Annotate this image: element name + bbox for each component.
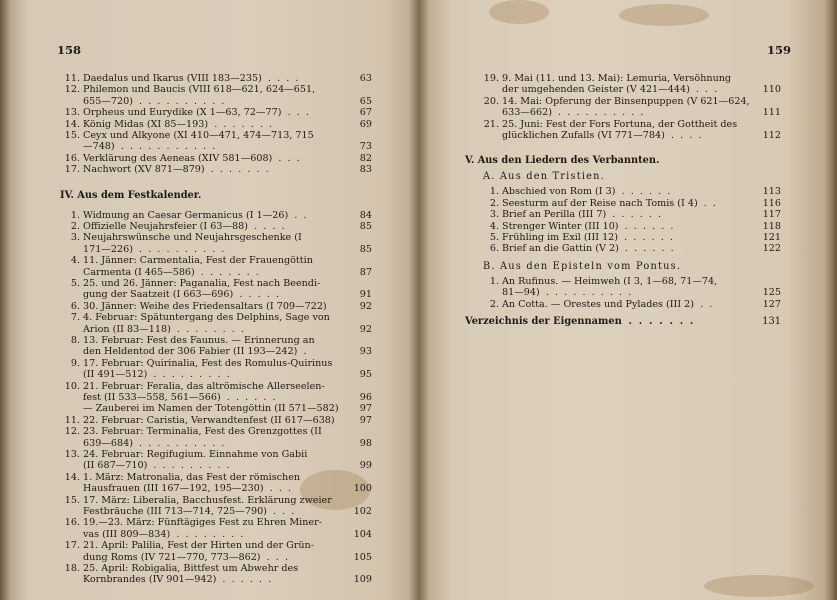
entry-page: 95 xyxy=(359,369,372,381)
entry-page: 109 xyxy=(353,574,372,586)
entry-title-line: glücklichen Zufalls (VI 771—784) . . . . xyxy=(502,129,702,141)
entry-number: 14. xyxy=(64,118,80,130)
toc-entry xyxy=(479,243,781,254)
entry-number: 11. xyxy=(64,414,80,426)
toc-left xyxy=(60,73,372,593)
entry-title-line: fest (II 533—558, 561—566) . . . . . . xyxy=(83,391,276,403)
entry-number: 18. xyxy=(64,563,80,574)
entry-page: 118 xyxy=(762,220,781,232)
entry-page: 82 xyxy=(359,152,372,164)
entry-title-line: — Zauberei im Namen der Totengöttin (II 571—582) xyxy=(83,403,339,415)
index-page: 131 xyxy=(762,316,781,327)
entry-page: 65 xyxy=(359,95,372,107)
entry-number: 1. xyxy=(489,186,499,198)
entry-title-line: Abschied von Rom (I 3) . . . . . . xyxy=(502,186,671,198)
toc-entry xyxy=(60,130,372,153)
toc-entry xyxy=(479,96,781,119)
toc-entry xyxy=(479,221,781,232)
toc-entry xyxy=(479,299,781,310)
entry-number: 6. xyxy=(70,300,80,312)
entry-number: 10. xyxy=(64,380,80,392)
entry-title-line: Offizielle Neujahrsfeier (I 63—88) . . . . xyxy=(83,221,285,232)
entry-title-line: Ceyx und Alkyone (XI 410—471, 474—713, 715 xyxy=(83,130,314,141)
entry-title-line: Nachwort (XV 871—879) . . . . . . . xyxy=(83,164,269,176)
toc-right xyxy=(465,73,781,593)
entry-page: 104 xyxy=(353,528,372,540)
entry-number: 11. xyxy=(64,73,80,84)
entry-number: 15. xyxy=(64,494,80,506)
entry-page: 117 xyxy=(762,209,781,221)
entry-title-line: Daedalus und Ikarus (VIII 183—235) . . . . xyxy=(83,73,299,84)
entry-page: 83 xyxy=(359,164,372,176)
entry-page: 110 xyxy=(762,84,781,96)
toc-entry xyxy=(60,472,372,495)
entry-page: 111 xyxy=(762,107,781,119)
entry-number: 12. xyxy=(64,426,80,438)
entry-page: 91 xyxy=(359,289,372,301)
entry-page: 85 xyxy=(359,221,372,232)
entry-page: 87 xyxy=(359,266,372,278)
toc-entry xyxy=(60,449,372,472)
toc-entry xyxy=(60,153,372,164)
entry-number: 20. xyxy=(483,95,499,107)
entry-title-line: Strenger Winter (III 10) . . . . . . xyxy=(502,220,674,232)
entry-title-line: Philemon und Baucis (VIII 618—621, 624—651, xyxy=(83,84,316,96)
toc-entry xyxy=(479,209,781,220)
entry-title-line: 14. Mai: Opferung der Binsenpuppen (V 621—624, xyxy=(502,95,750,107)
entry-number: 5. xyxy=(70,278,80,289)
entry-number: 7. xyxy=(70,312,80,324)
entry-number: 4. xyxy=(489,220,499,232)
toc-entry xyxy=(60,232,372,255)
entry-number: 9. xyxy=(70,357,80,369)
entry-title-line: 30. Jänner: Weihe des Friedensaltars (I 709—722) xyxy=(83,300,327,312)
entry-number: 1. xyxy=(489,275,499,287)
entry-page: 127 xyxy=(762,298,781,310)
entry-title-line: An Rufinus. — Heimweh (I 3, 1—68, 71—74, xyxy=(502,275,718,287)
entry-number: 19. xyxy=(483,73,499,84)
entry-page: 73 xyxy=(359,141,372,153)
entry-title-line: gung der Saatzeit (I 663—696) . . . . . xyxy=(83,289,280,301)
entry-title-line: 21. Februar: Feralia, das altrömische Allerseelen- xyxy=(83,380,325,392)
entry-page: 69 xyxy=(359,118,372,130)
section-heading: IV. Aus dem Festkalender. xyxy=(60,189,202,201)
entry-page: 97 xyxy=(359,403,372,415)
entry-page: 92 xyxy=(359,300,372,312)
entry-number: 3. xyxy=(70,232,80,244)
entry-number: 6. xyxy=(489,243,499,255)
toc-entry xyxy=(60,415,372,426)
entry-title-line: Kornbrandes (IV 901—942) . . . . . . xyxy=(83,574,272,586)
section-heading: V. Aus den Liedern des Verbannten. xyxy=(465,155,660,167)
entry-page: 97 xyxy=(359,414,372,426)
toc-entry xyxy=(60,255,372,278)
entry-number: 5. xyxy=(489,232,499,243)
entry-title-line: 13. Februar: Fest des Faunus. — Erinnerung an xyxy=(83,335,315,346)
right-page xyxy=(419,0,837,600)
entry-title-line: Verklärung des Aeneas (XIV 581—608) . . . xyxy=(83,152,300,164)
entry-page: 113 xyxy=(762,186,781,198)
entry-title-line: 19.—23. März: Fünftägiges Fest zu Ehren Miner- xyxy=(83,517,322,529)
entry-page: 85 xyxy=(359,243,372,255)
entry-title-line: 23. Februar: Terminalia, Fest des Grenzgottes (II xyxy=(83,426,322,438)
entry-title-line: 1. März: Matronalia, das Fest der römischen xyxy=(83,471,301,483)
entry-title-line: 633—662) . . . . . . . . . . xyxy=(502,107,644,119)
toc-entry xyxy=(479,186,781,197)
entry-number: 12. xyxy=(64,84,80,96)
entry-title-line: Widmung an Caesar Germanicus (I 1—26) . . xyxy=(83,209,307,221)
toc-entry xyxy=(479,73,781,96)
entry-title-line: (II 687—710) . . . . . . . . . xyxy=(83,460,230,472)
entry-title-line: 4. Februar: Spätuntergang des Delphins, Sage von xyxy=(83,312,330,324)
entry-title-line: dung Roms (IV 721—770, 773—862) . . . xyxy=(83,551,288,563)
entry-title-line: 22. Februar: Caristia, Verwandtenfest (II 617—638) xyxy=(83,414,335,426)
entry-page: 125 xyxy=(762,287,781,299)
entry-number: 13. xyxy=(64,107,80,119)
entry-number: 13. xyxy=(64,449,80,460)
toc-entry xyxy=(60,164,372,175)
entry-title-line: Orpheus und Eurydike (X 1—63, 72—77) . . . xyxy=(83,107,309,119)
toc-entry xyxy=(60,301,372,312)
entry-number: 14. xyxy=(64,471,80,483)
entry-page: 116 xyxy=(762,197,781,209)
entry-title-line: 25. und 26. Jänner: Paganalia, Fest nach Beendi- xyxy=(83,278,321,289)
index-entry xyxy=(465,316,781,327)
toc-entry xyxy=(60,210,372,221)
toc-entry xyxy=(60,221,372,232)
entry-page: 84 xyxy=(359,209,372,221)
page-number: 158 xyxy=(57,43,82,57)
entry-number: 1. xyxy=(70,209,80,221)
toc-entry xyxy=(479,119,781,142)
index-title: Verzeichnis der Eigennamen . . . . . . . xyxy=(465,316,694,327)
entry-title-line: (II 491—512) . . . . . . . . . xyxy=(83,369,230,381)
entry-number: 15. xyxy=(64,130,80,141)
entry-title-line: den Heldentod der 306 Fabier (II 193—242) . xyxy=(83,346,307,358)
entry-number: 21. xyxy=(483,118,499,130)
toc-entry xyxy=(60,119,372,130)
entry-title-line: 81—94) . . . . . . . . . . xyxy=(502,287,632,299)
entry-title-line: Brief an Perilla (III 7) . . . . . . xyxy=(502,209,662,221)
toc-entry xyxy=(60,358,372,381)
entry-title-line: Festbräuche (III 713—714, 725—790) . . . xyxy=(83,505,295,517)
entry-page: 63 xyxy=(359,73,372,84)
entry-page: 102 xyxy=(353,505,372,517)
toc-entry xyxy=(479,198,781,209)
entry-title-line: 9. Mai (11. und 13. Mai): Lemuria, Versöhnung xyxy=(502,73,732,84)
toc-entry xyxy=(479,232,781,243)
entry-title-line: 21. April: Palilia, Fest der Hirten und der Grün- xyxy=(83,540,314,552)
toc-entry xyxy=(479,276,781,299)
toc-entry xyxy=(60,495,372,518)
entry-title-line: 25. Juni: Fest der Fors Fortuna, der Gottheit des xyxy=(502,118,738,130)
entry-title-line: Carmenta (I 465—586) . . . . . . . xyxy=(83,266,259,278)
toc-entry xyxy=(60,73,372,84)
entry-page: 105 xyxy=(353,551,372,563)
toc-entry xyxy=(60,563,372,586)
entry-number: 16. xyxy=(64,517,80,529)
toc-entry xyxy=(60,335,372,358)
entry-page: 98 xyxy=(359,437,372,449)
entry-title-line: 639—684) . . . . . . . . . . xyxy=(83,437,225,449)
entry-title-line: —748) . . . . . . . . . . . xyxy=(83,141,216,153)
entry-page: 112 xyxy=(762,129,781,141)
entry-title-line: vas (III 809—834) . . . . . . . . xyxy=(83,528,244,540)
entry-page: 67 xyxy=(359,107,372,119)
toc-entry xyxy=(60,426,372,449)
entry-title-line: Frühling im Exil (III 12) . . . . . . xyxy=(502,232,673,243)
entry-title-line: Neujahrswünsche und Neujahrsgeschenke (I xyxy=(83,232,302,244)
entry-number: 8. xyxy=(70,335,80,346)
toc-entry xyxy=(60,107,372,118)
entry-number: 16. xyxy=(64,152,80,164)
entry-title-line: Arion (II 83—118) . . . . . . . . xyxy=(83,323,245,335)
entry-page: 100 xyxy=(353,483,372,495)
entry-number: 17. xyxy=(64,164,80,176)
entry-number: 2. xyxy=(489,298,499,310)
entry-title-line: Brief an die Gattin (V 2) . . . . . . xyxy=(502,243,674,255)
toc-entry xyxy=(60,540,372,563)
toc-entry xyxy=(60,312,372,335)
entry-title-line: 17. Februar: Quirinalia, Fest des Romulus-Quirinus xyxy=(83,357,333,369)
entry-page: 121 xyxy=(762,232,781,243)
subsection-heading: B. Aus den Episteln vom Pontus. xyxy=(483,260,682,272)
entry-title-line: 24. Februar: Regifugium. Einnahme von Gabii xyxy=(83,449,308,460)
entry-title-line: 655—720) . . . . . . . . . . xyxy=(83,95,225,107)
subsection-heading: A. Aus den Tristien. xyxy=(483,171,605,183)
entry-title-line: 17. März: Liberalia, Bacchusfest. Erklärung zweier xyxy=(83,494,332,506)
entry-title-line: An Cotta. — Orestes und Pylades (III 2) . . xyxy=(502,298,713,310)
page-number: 159 xyxy=(767,43,792,57)
entry-title-line: der umgehenden Geister (V 421—444) . . . xyxy=(502,84,718,96)
entry-page: 122 xyxy=(762,243,781,255)
entry-title-line: 25. April: Robigalia, Bittfest um Abwehr des xyxy=(83,563,299,574)
toc-entry xyxy=(60,278,372,301)
entry-number: 17. xyxy=(64,540,80,552)
toc-entry xyxy=(60,381,372,415)
entry-page: 92 xyxy=(359,323,372,335)
entry-title-line: Hausfrauen (III 167—192, 195—230) . . . xyxy=(83,483,292,495)
entry-page: 93 xyxy=(359,346,372,358)
entry-number: 2. xyxy=(70,221,80,232)
entry-page: 99 xyxy=(359,460,372,472)
entry-title-line: König Midas (XI 85—193) . . . . . . . xyxy=(83,118,273,130)
toc-entry xyxy=(60,517,372,540)
entry-page: 96 xyxy=(359,391,372,403)
entry-number: 3. xyxy=(489,209,499,221)
entry-title-line: 171—226) . . . . . . . . . . xyxy=(83,243,225,255)
entry-number: 4. xyxy=(70,255,80,267)
entry-title-line: 11. Jänner: Carmentalia, Fest der Frauengöttin xyxy=(83,255,313,267)
book-gutter xyxy=(409,0,429,600)
toc-entry xyxy=(60,84,372,107)
entry-title-line: Seesturm auf der Reise nach Tomis (I 4) . . xyxy=(502,197,716,209)
entry-number: 2. xyxy=(489,197,499,209)
